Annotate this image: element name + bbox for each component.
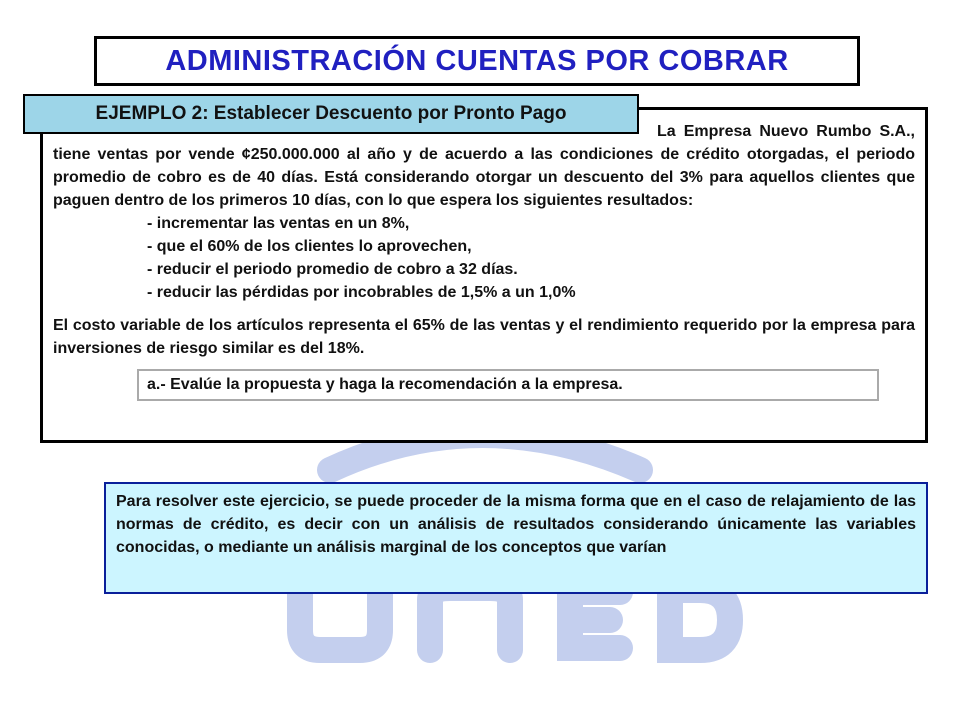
list-item: - que el 60% de los clientes lo aprovechen,: [147, 238, 472, 255]
problem-box: [40, 107, 928, 443]
list-item: - incrementar las ventas en un 8%,: [147, 215, 410, 232]
example-label: EJEMPLO 2: Establecer Descuento por Pronto Pago: [23, 94, 639, 134]
page-title: ADMINISTRACIÓN CUENTAS POR COBRAR: [94, 36, 860, 86]
watermark-letter-u: [300, 590, 380, 650]
solution-note: Para resolver este ejercicio, se puede proceder de la misma forma que en el caso de relajamiento de las normas de crédito, es decir con un análisis de resultados considerando únicamente las variables conocidas, o mediante un análisis marginal de los conceptos que varían: [104, 482, 928, 594]
problem-intro: La Empresa Nuevo Rumbo S.A., tiene ventas por vende ¢250.000.000 al año y de acuerdo a las condiciones de crédito otorgadas, el periodo promedio de cobro es de 40 días. Está considerando otorgar un descuento del 3% para aquellos clientes que paguen dentro de los primeros 10 días, con lo que espera los siguientes resultados:: [53, 123, 915, 209]
watermark-letter-n: [430, 588, 510, 650]
list-item: - reducir las pérdidas por incobrables de 1,5% a un 1,0%: [147, 284, 576, 301]
expected-results-list: [53, 212, 915, 304]
watermark-letter-e: [570, 592, 620, 648]
list-item: - reducir el periodo promedio de cobro a 32 días.: [147, 261, 518, 278]
watermark-letter-d: [670, 590, 730, 650]
cost-paragraph: El costo variable de los artículos representa el 65% de las ventas y el rendimiento requerido por la empresa para inversiones de riesgo similar es del 18%.: [53, 317, 915, 357]
question-box: a.- Evalúe la propuesta y haga la recomendación a la empresa.: [137, 369, 879, 401]
